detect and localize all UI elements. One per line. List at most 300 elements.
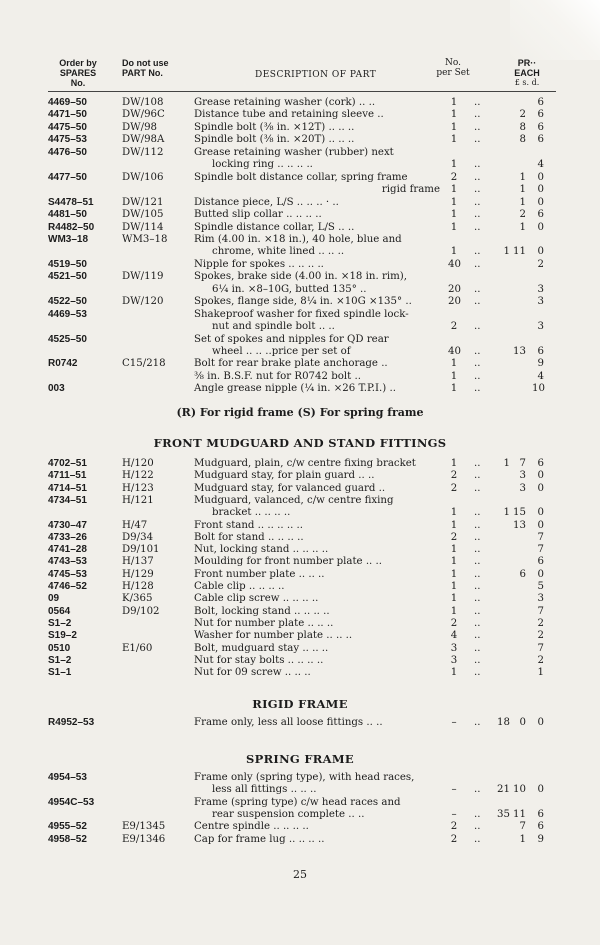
description: chrome, white lined .. .. ..: [212, 246, 345, 258]
price-pence: 6: [537, 134, 544, 146]
table-row: [0, 483, 600, 495]
description: ⅜ in. B.S.F. nut for R0742 bolt ..: [194, 370, 361, 382]
price-pence: 6: [537, 556, 544, 568]
leader-dots: ..: [474, 667, 481, 679]
quantity-per-set: 1: [450, 593, 458, 605]
leader-dots: ..: [474, 258, 481, 270]
quantity-per-set: 3: [450, 654, 458, 666]
leader-dots: ..: [474, 642, 481, 654]
order-number: S1–1: [48, 667, 72, 679]
order-number: 4522–50: [48, 296, 87, 308]
order-number: S1–2: [48, 654, 72, 666]
leader-dots: ..: [474, 321, 481, 333]
order-number: 4471–50: [48, 109, 87, 121]
table-row: [0, 606, 600, 618]
price-pence: 6: [537, 808, 544, 820]
description: Front number plate .. .. ..: [194, 568, 325, 580]
price-pence: 0: [537, 784, 544, 796]
price-pence: 0: [537, 519, 544, 531]
part-number: D9/101: [122, 544, 160, 556]
order-number: 4743–53: [48, 556, 87, 568]
quantity-per-set: 20: [448, 296, 461, 308]
order-number: 4745–53: [48, 568, 87, 580]
part-number: H/137: [122, 556, 154, 568]
price-shillings: 1: [519, 833, 526, 845]
part-number: D9/102: [122, 605, 160, 617]
description: Frame only (spring type), with head races,: [194, 772, 415, 783]
part-number: WM3–18: [122, 233, 168, 245]
leader-dots: ..: [474, 109, 481, 121]
table-row: [0, 296, 600, 308]
header-rule: [48, 91, 556, 92]
price-shillings: 11: [513, 808, 526, 820]
quantity-per-set: 1: [450, 159, 458, 171]
part-number: H/120: [122, 458, 154, 469]
leader-dots: ..: [474, 296, 481, 308]
price-pence: 0: [537, 507, 544, 519]
price-pounds: 18: [497, 717, 510, 728]
price-shillings: 13: [513, 346, 526, 357]
order-number: 4477–50: [48, 171, 87, 183]
order-number: 4521–50: [48, 271, 87, 283]
description: Mudguard stay, for valanced guard ..: [194, 482, 386, 494]
leader-dots: ..: [474, 605, 481, 617]
order-number: 4711–51: [48, 470, 87, 482]
price-pence: 0: [537, 482, 544, 494]
price-pence: 3: [537, 321, 544, 333]
table-row: [0, 259, 600, 271]
quantity-per-set: 2: [450, 470, 458, 482]
header-description: DESCRIPTION OF PART: [255, 70, 377, 80]
quantity-per-set: 1: [450, 544, 458, 556]
table-row: [0, 470, 600, 482]
quantity-per-set: 40: [448, 258, 461, 270]
description: Nut, locking stand .. .. .. ..: [194, 544, 329, 556]
part-number: H/128: [122, 581, 154, 592]
leader-dots: ..: [474, 246, 481, 258]
order-number: WM3–18: [48, 233, 89, 245]
table-row: [0, 667, 600, 679]
quantity-per-set: 1: [450, 184, 458, 196]
description: locking ring .. .. .. ..: [212, 159, 313, 171]
order-number: 4733–26: [48, 531, 87, 543]
description: Distance piece, L/S .. .. .. · ..: [194, 196, 339, 208]
price-pounds: 21: [497, 784, 510, 796]
quantity-per-set: –: [451, 717, 457, 728]
leader-dots: ..: [474, 519, 481, 531]
leader-dots: ..: [474, 784, 481, 796]
table-row: [0, 271, 600, 283]
price-shillings: 1: [519, 196, 526, 208]
description: Distance tube and retaining sleeve ..: [194, 109, 384, 121]
description: Spokes, brake side (4.00 in. ×18 in. rim),: [194, 271, 407, 283]
description: Bolt, locking stand .. .. .. ..: [194, 605, 330, 617]
frame-legend-note: (R) For rigid frame (S) For spring frame: [176, 406, 424, 419]
quantity-per-set: 2: [450, 617, 458, 629]
description: Mudguard, plain, c/w centre fixing bracket: [194, 458, 416, 469]
description: 6¼ in. ×8–10G, butted 135° ..: [212, 283, 367, 295]
description: Spindle bolt (⅜ in. ×12T) .. .. ..: [194, 121, 355, 133]
page-corner-fold: [510, 0, 600, 60]
order-number: 4734–51: [48, 494, 87, 506]
table-row: [0, 618, 600, 630]
quantity-per-set: 1: [450, 109, 458, 121]
table-row: [0, 97, 600, 109]
quantity-per-set: 1: [450, 556, 458, 568]
price-shillings: 1: [519, 171, 526, 183]
table-row: [0, 358, 600, 370]
description: Grease retaining washer (cork) .. ..: [194, 97, 376, 108]
leader-dots: ..: [474, 717, 481, 728]
order-number: S1–2: [48, 617, 72, 629]
price-pence: 5: [537, 581, 544, 592]
table-row: [0, 834, 600, 846]
order-number: 4519–50: [48, 258, 87, 270]
part-number: DW/112: [122, 146, 164, 158]
quantity-per-set: 1: [450, 458, 458, 469]
part-number: D9/34: [122, 531, 154, 543]
price-pence: 0: [537, 568, 544, 580]
description: Bolt, mudguard stay .. .. ..: [194, 642, 329, 654]
table-row: [0, 581, 600, 593]
price-shillings: 2: [519, 209, 526, 221]
price-pence: 6: [537, 209, 544, 221]
order-number: R4952–53: [48, 717, 95, 728]
price-pence: 2: [537, 630, 544, 642]
part-number: E1/60: [122, 642, 153, 654]
price-shillings: 13: [513, 519, 526, 531]
description: rigid frame: [381, 184, 440, 196]
price-pence: 3: [537, 283, 544, 295]
description: rear suspension complete .. ..: [212, 808, 365, 820]
table-row: [0, 321, 600, 333]
description: wheel .. .. ..price per set of: [212, 346, 351, 357]
price-shillings: 7: [519, 821, 526, 833]
price-pence: 1: [537, 667, 544, 679]
description: Nut for stay bolts .. .. .. ..: [194, 654, 324, 666]
price-pence: 7: [537, 544, 544, 556]
order-number: 09: [48, 593, 60, 605]
description: Butted slip collar .. .. .. ..: [194, 209, 322, 221]
part-number: DW/96C: [122, 109, 165, 121]
leader-dots: ..: [474, 370, 481, 382]
price-shillings: 15: [513, 507, 526, 519]
table-row: [0, 222, 600, 234]
price-pence: 10: [532, 383, 545, 395]
page-number: 25: [293, 868, 307, 881]
leader-dots: ..: [474, 196, 481, 208]
table-row: [0, 772, 600, 784]
table-row: [0, 284, 600, 296]
quantity-per-set: 1: [450, 581, 458, 592]
leader-dots: ..: [474, 617, 481, 629]
part-number: K/365: [122, 593, 153, 605]
leader-dots: ..: [474, 97, 481, 108]
order-number: 4741–28: [48, 544, 87, 556]
description: Cable clip screw .. .. .. ..: [194, 593, 319, 605]
price-shillings: 3: [519, 482, 526, 494]
quantity-per-set: 1: [450, 358, 458, 370]
part-number: DW/120: [122, 296, 164, 308]
price-shillings: 10: [513, 784, 526, 796]
part-number: DW/105: [122, 209, 164, 221]
quantity-per-set: 1: [450, 605, 458, 617]
order-number: 4469–50: [48, 97, 87, 108]
quantity-per-set: 2: [450, 531, 458, 543]
price-pounds: 1: [503, 246, 510, 258]
order-number: 4469–53: [48, 308, 87, 320]
description: Grease retaining washer (rubber) next: [194, 146, 394, 158]
price-shillings: 2: [519, 109, 526, 121]
price-shillings: 11: [513, 246, 526, 258]
quantity-per-set: 1: [450, 383, 458, 395]
price-pence: 6: [537, 346, 544, 357]
table-row: [0, 246, 600, 258]
leader-dots: ..: [474, 654, 481, 666]
price-shillings: 1: [519, 221, 526, 233]
table-row: [0, 556, 600, 568]
quantity-per-set: 2: [450, 821, 458, 833]
part-number: H/47: [122, 519, 148, 531]
description: Bolt for stand .. .. .. ..: [194, 531, 304, 543]
header-no-per-set: No. per Set: [436, 58, 470, 78]
price-pence: 0: [537, 196, 544, 208]
leader-dots: ..: [474, 159, 481, 171]
order-number: R0742: [48, 358, 78, 370]
description: Mudguard, valanced, c/w centre fixing: [194, 494, 394, 506]
description: Centre spindle .. .. .. ..: [194, 821, 309, 833]
order-number: 4702–51: [48, 458, 87, 469]
price-pence: 6: [537, 121, 544, 133]
leader-dots: ..: [474, 808, 481, 820]
table-row: [0, 197, 600, 209]
price-pence: 6: [537, 109, 544, 121]
description: Mudguard stay, for plain guard .. ..: [194, 470, 375, 482]
leader-dots: ..: [474, 221, 481, 233]
price-pence: 2: [537, 617, 544, 629]
price-pence: 7: [537, 531, 544, 543]
price-shillings: 6: [519, 568, 526, 580]
order-number: S19–2: [48, 630, 77, 642]
price-pence: 7: [537, 605, 544, 617]
price-pence: 0: [537, 221, 544, 233]
description: Washer for number plate .. .. ..: [194, 630, 353, 642]
price-pence: 0: [537, 246, 544, 258]
price-pence: 6: [537, 458, 544, 469]
table-row: [0, 797, 600, 809]
description: Bolt for rear brake plate anchorage ..: [194, 358, 388, 370]
order-number: 4954C–53: [48, 796, 95, 808]
leader-dots: ..: [474, 544, 481, 556]
order-number: 4746–52: [48, 581, 87, 592]
header-order-by: Order by SPARES No.: [59, 58, 97, 88]
table-row: [0, 544, 600, 556]
price-pence: 0: [537, 470, 544, 482]
description: Spindle bolt (⅜ in. ×20T) .. .. ..: [194, 134, 355, 146]
part-number: DW/98: [122, 121, 158, 133]
order-number: R4482–50: [48, 221, 95, 233]
price-shillings: 3: [519, 470, 526, 482]
part-number: C15/218: [122, 358, 166, 370]
table-row: [0, 371, 600, 383]
leader-dots: ..: [474, 184, 481, 196]
part-number: DW/106: [122, 171, 164, 183]
quantity-per-set: 1: [450, 519, 458, 531]
price-pence: 0: [537, 717, 544, 728]
part-number: E9/1345: [122, 821, 166, 833]
leader-dots: ..: [474, 134, 481, 146]
quantity-per-set: –: [451, 784, 457, 796]
part-number: H/123: [122, 482, 154, 494]
table-row: [0, 309, 600, 321]
description: Shakeproof washer for fixed spindle lock-: [194, 308, 409, 320]
quantity-per-set: 1: [450, 97, 458, 108]
description: bracket .. .. .. ..: [212, 507, 291, 519]
order-number: 003: [48, 383, 65, 395]
part-number: E9/1346: [122, 833, 166, 845]
description: nut and spindle bolt .. ..: [212, 321, 335, 333]
order-number: 0510: [48, 642, 71, 654]
quantity-per-set: 1: [450, 121, 458, 133]
table-row: [0, 495, 600, 507]
leader-dots: ..: [474, 581, 481, 592]
price-pence: 0: [537, 184, 544, 196]
leader-dots: ..: [474, 171, 481, 183]
quantity-per-set: 2: [450, 321, 458, 333]
table-row: [0, 134, 600, 146]
description: Nut for number plate .. .. ..: [194, 617, 334, 629]
description: Frame only, less all loose fittings .. ..: [194, 717, 383, 728]
table-row: [0, 159, 600, 171]
section-title-front-mudguard: FRONT MUDGUARD AND STAND FITTINGS: [153, 436, 447, 450]
table-row: [0, 784, 600, 796]
table-row: [0, 209, 600, 221]
leader-dots: ..: [474, 821, 481, 833]
leader-dots: ..: [474, 470, 481, 482]
description: Moulding for front number plate .. ..: [194, 556, 383, 568]
price-pence: 9: [537, 358, 544, 370]
table-row: [0, 717, 600, 729]
description: Nut for 09 screw .. .. ..: [194, 667, 311, 679]
quantity-per-set: 1: [450, 209, 458, 221]
leader-dots: ..: [474, 346, 481, 357]
leader-dots: ..: [474, 209, 481, 221]
quantity-per-set: 2: [450, 171, 458, 183]
quantity-per-set: –: [451, 808, 457, 820]
table-row: [0, 122, 600, 134]
leader-dots: ..: [474, 358, 481, 370]
table-row: [0, 234, 600, 246]
quantity-per-set: 1: [450, 221, 458, 233]
description: Angle grease nipple (¼ in. ×26 T.P.I.) ..: [194, 383, 396, 395]
table-row: [0, 334, 600, 346]
description: Cable clip .. .. .. ..: [194, 581, 285, 592]
price-pence: 6: [537, 821, 544, 833]
table-row: [0, 109, 600, 121]
table-row: [0, 593, 600, 605]
order-number: 0564: [48, 605, 71, 617]
description: less all fittings .. .. ..: [212, 784, 317, 796]
quantity-per-set: 3: [450, 642, 458, 654]
quantity-per-set: 20: [448, 283, 461, 295]
price-pence: 2: [537, 258, 544, 270]
quantity-per-set: 2: [450, 833, 458, 845]
price-shillings: 0: [519, 717, 526, 728]
leader-dots: ..: [474, 568, 481, 580]
order-number: 4481–50: [48, 209, 87, 221]
quantity-per-set: 1: [450, 246, 458, 258]
description: Cap for frame lug .. .. .. ..: [194, 833, 325, 845]
order-number: 4714–51: [48, 482, 87, 494]
table-row: [0, 643, 600, 655]
order-number: S4478–51: [48, 196, 94, 208]
quantity-per-set: 4: [450, 630, 458, 642]
table-row: [0, 172, 600, 184]
quantity-per-set: 2: [450, 482, 458, 494]
price-pence: 7: [537, 642, 544, 654]
table-row: [0, 532, 600, 544]
part-number: H/121: [122, 494, 154, 506]
table-row: [0, 520, 600, 532]
table-row: [0, 147, 600, 159]
leader-dots: ..: [474, 458, 481, 469]
price-pounds: 35: [497, 808, 510, 820]
description: Set of spokes and nipples for QD rear: [194, 333, 389, 345]
table-row: [0, 569, 600, 581]
order-number: 4958–52: [48, 833, 87, 845]
leader-dots: ..: [474, 833, 481, 845]
quantity-per-set: 1: [450, 507, 458, 519]
description: Spindle distance collar, L/S .. ..: [194, 221, 355, 233]
quantity-per-set: 1: [450, 667, 458, 679]
part-number: H/129: [122, 568, 154, 580]
description: Spindle bolt distance collar, spring frame: [194, 171, 408, 183]
header-price-each: PR·· EACH £ s. d.: [514, 58, 540, 87]
order-number: 4475–50: [48, 121, 87, 133]
price-pence: 3: [537, 296, 544, 308]
leader-dots: ..: [474, 383, 481, 395]
description: Nipple for spokes .. .. .. ..: [194, 258, 324, 270]
order-number: 4476–50: [48, 146, 87, 158]
table-row: [0, 655, 600, 667]
description: Front stand .. .. .. .. ..: [194, 519, 304, 531]
table-row: [0, 383, 600, 395]
price-pence: 9: [537, 833, 544, 845]
leader-dots: ..: [474, 556, 481, 568]
leader-dots: ..: [474, 593, 481, 605]
price-pounds: 1: [503, 507, 510, 519]
order-number: 4955–52: [48, 821, 87, 833]
part-number: H/122: [122, 470, 154, 482]
part-number: DW/108: [122, 97, 164, 108]
table-row: [0, 184, 600, 196]
leader-dots: ..: [474, 507, 481, 519]
leader-dots: ..: [474, 630, 481, 642]
leader-dots: ..: [474, 121, 481, 133]
price-shillings: 1: [519, 184, 526, 196]
price-pence: 0: [537, 171, 544, 183]
table-row: [0, 809, 600, 821]
leader-dots: ..: [474, 531, 481, 543]
price-pence: 2: [537, 654, 544, 666]
price-shillings: 8: [519, 121, 526, 133]
table-row: [0, 821, 600, 833]
description: Rim (4.00 in. ×18 in.), 40 hole, blue and: [194, 233, 402, 245]
header-do-not-use: Do not use PART No.: [122, 58, 169, 78]
quantity-per-set: 1: [450, 196, 458, 208]
part-number: DW/119: [122, 271, 164, 283]
order-number: 4525–50: [48, 333, 87, 345]
